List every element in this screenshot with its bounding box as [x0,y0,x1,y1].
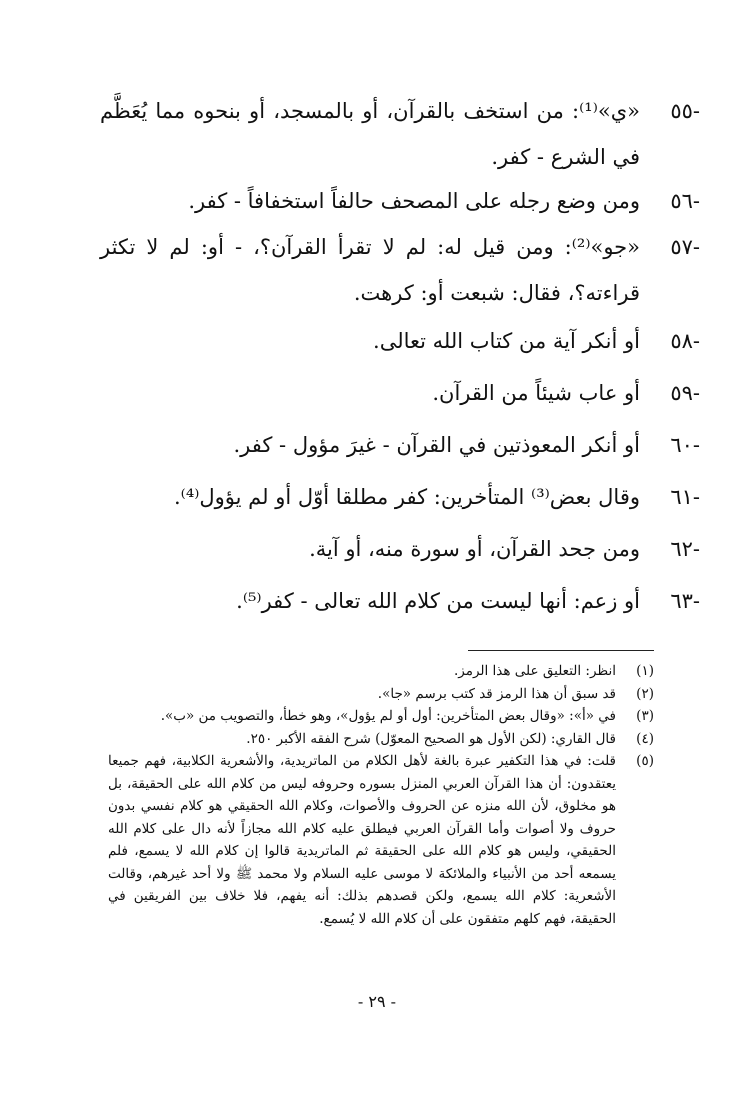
item-number: -٦٠ [670,433,700,457]
item-text: ومن وضع رجله على المصحف حالفاً استخفافاً - كفر. [188,189,640,213]
item-number: -٥٩ [670,381,700,405]
footnote-4 [108,728,654,751]
footnote-2 [108,683,654,706]
item-text: «جو»⁽²⁾: ومن قيل له: لم لا تقرأ القرآن؟، - أو: لم لا تكثر قراءته؟، فقال: شبعت أو: كرهت. [100,235,640,305]
footnote-text: قد سبق أن هذا الرمز قد كتب برسم «جا». [377,685,616,702]
footnote-number: (٢) [636,685,654,702]
item-number: -٦٣ [670,589,700,613]
item-text: ومن جحد القرآن، أو سورة منه، أو آية. [309,537,640,561]
list-item-58 [100,318,700,364]
item-number: -٥٨ [670,329,700,353]
item-text: أو أنكر آية من كتاب الله تعالى. [373,329,640,353]
item-number: -٥٥ [670,99,700,123]
item-text: أو عاب شيئاً من القرآن. [432,381,640,405]
footnote-number: (١) [636,663,654,679]
footnote-3 [108,705,654,728]
footnote-number: (٥) [636,753,654,769]
footnote-text: انظر: التعليق على هذا الرمز. [453,663,616,679]
item-text: وقال بعض⁽³⁾ المتأخرين: كفر مطلقا أوّل أو لم يؤول⁽⁴⁾. [173,485,640,509]
footnote-5 [108,750,654,930]
item-number: -٦٢ [670,537,700,561]
item-number: -٥٧ [670,235,700,259]
footnotes [108,660,654,930]
footnote-number: (٤) [636,730,654,747]
footnote-text: في «أ»: «وقال بعض المتأخرين: أول أو لم يؤول»، وهو خطأ، والتصويب من «ب». [160,708,616,724]
list-item-61 [100,474,700,520]
item-number: -٦١ [670,485,700,509]
footnote-text: قال القاري: (لكن الأول هو الصحيح المعوّل) شرح الفقه الأكبر ٢٥٠. [246,730,616,747]
page-number: - ٢٩ - [357,992,397,1011]
item-number: -٥٦ [670,189,700,213]
list-item-60 [100,422,700,468]
footnote-divider [468,650,654,651]
list-item-57 [100,224,700,316]
item-text: أو أنكر المعوذتين في القرآن - غيرَ مؤول - كفر. [233,433,640,457]
list-item-55 [100,88,700,180]
list-item-59 [100,370,700,416]
footnote-1 [108,660,654,683]
list-item-56 [100,178,700,224]
item-text: «ي»⁽¹⁾: من استخف بالقرآن، أو بالمسجد، أو بنحوه مما يُعَظَّم في الشرع - كفر. [100,99,640,169]
item-text: أو زعم: أنها ليست من كلام الله تعالى - كفر⁽⁵⁾. [236,589,640,613]
list-item-62 [100,526,700,572]
footnote-text: قلت: في هذا التكفير عبرة بالغة لأهل الكلام من الماتريدية، والأشعرية الكلابية، فهم جميعا يعتقدون: أن هذا القرآن العربي المنزل بسوره وحروفه ليس من كلام الله على الحقيقة، بل هو مخلوق، لأن الله منزه عن الحروف والأصوات، وكلام الله الحقيقي هو كلام نفسي بدون حروف ولا أصوات وأما القرآن العربي فيطلق عليه كلام الله مجازاً لأنه دال على كلام الله الحقيقي، وليس هو كلام الله على الحقيقة ثم الماتريدية قالوا إن كلام الله لا يسمع، فلم يسمعه أحد من الأنبياء والملائكة لا موسى عليه السلام ولا محمد ﷺ ولا أحد غيرهم، وقالت الأشعرية: كلام الله يسمع، ولكن قصدهم بذلك: أنه يفهم، فلا خلاف بين الفريقين في الحقيقة، فهم كلهم متفقون على أن كلام الله لا يُسمع. [108,753,616,927]
list-item-63 [100,578,700,624]
footnote-number: (٣) [636,708,654,724]
